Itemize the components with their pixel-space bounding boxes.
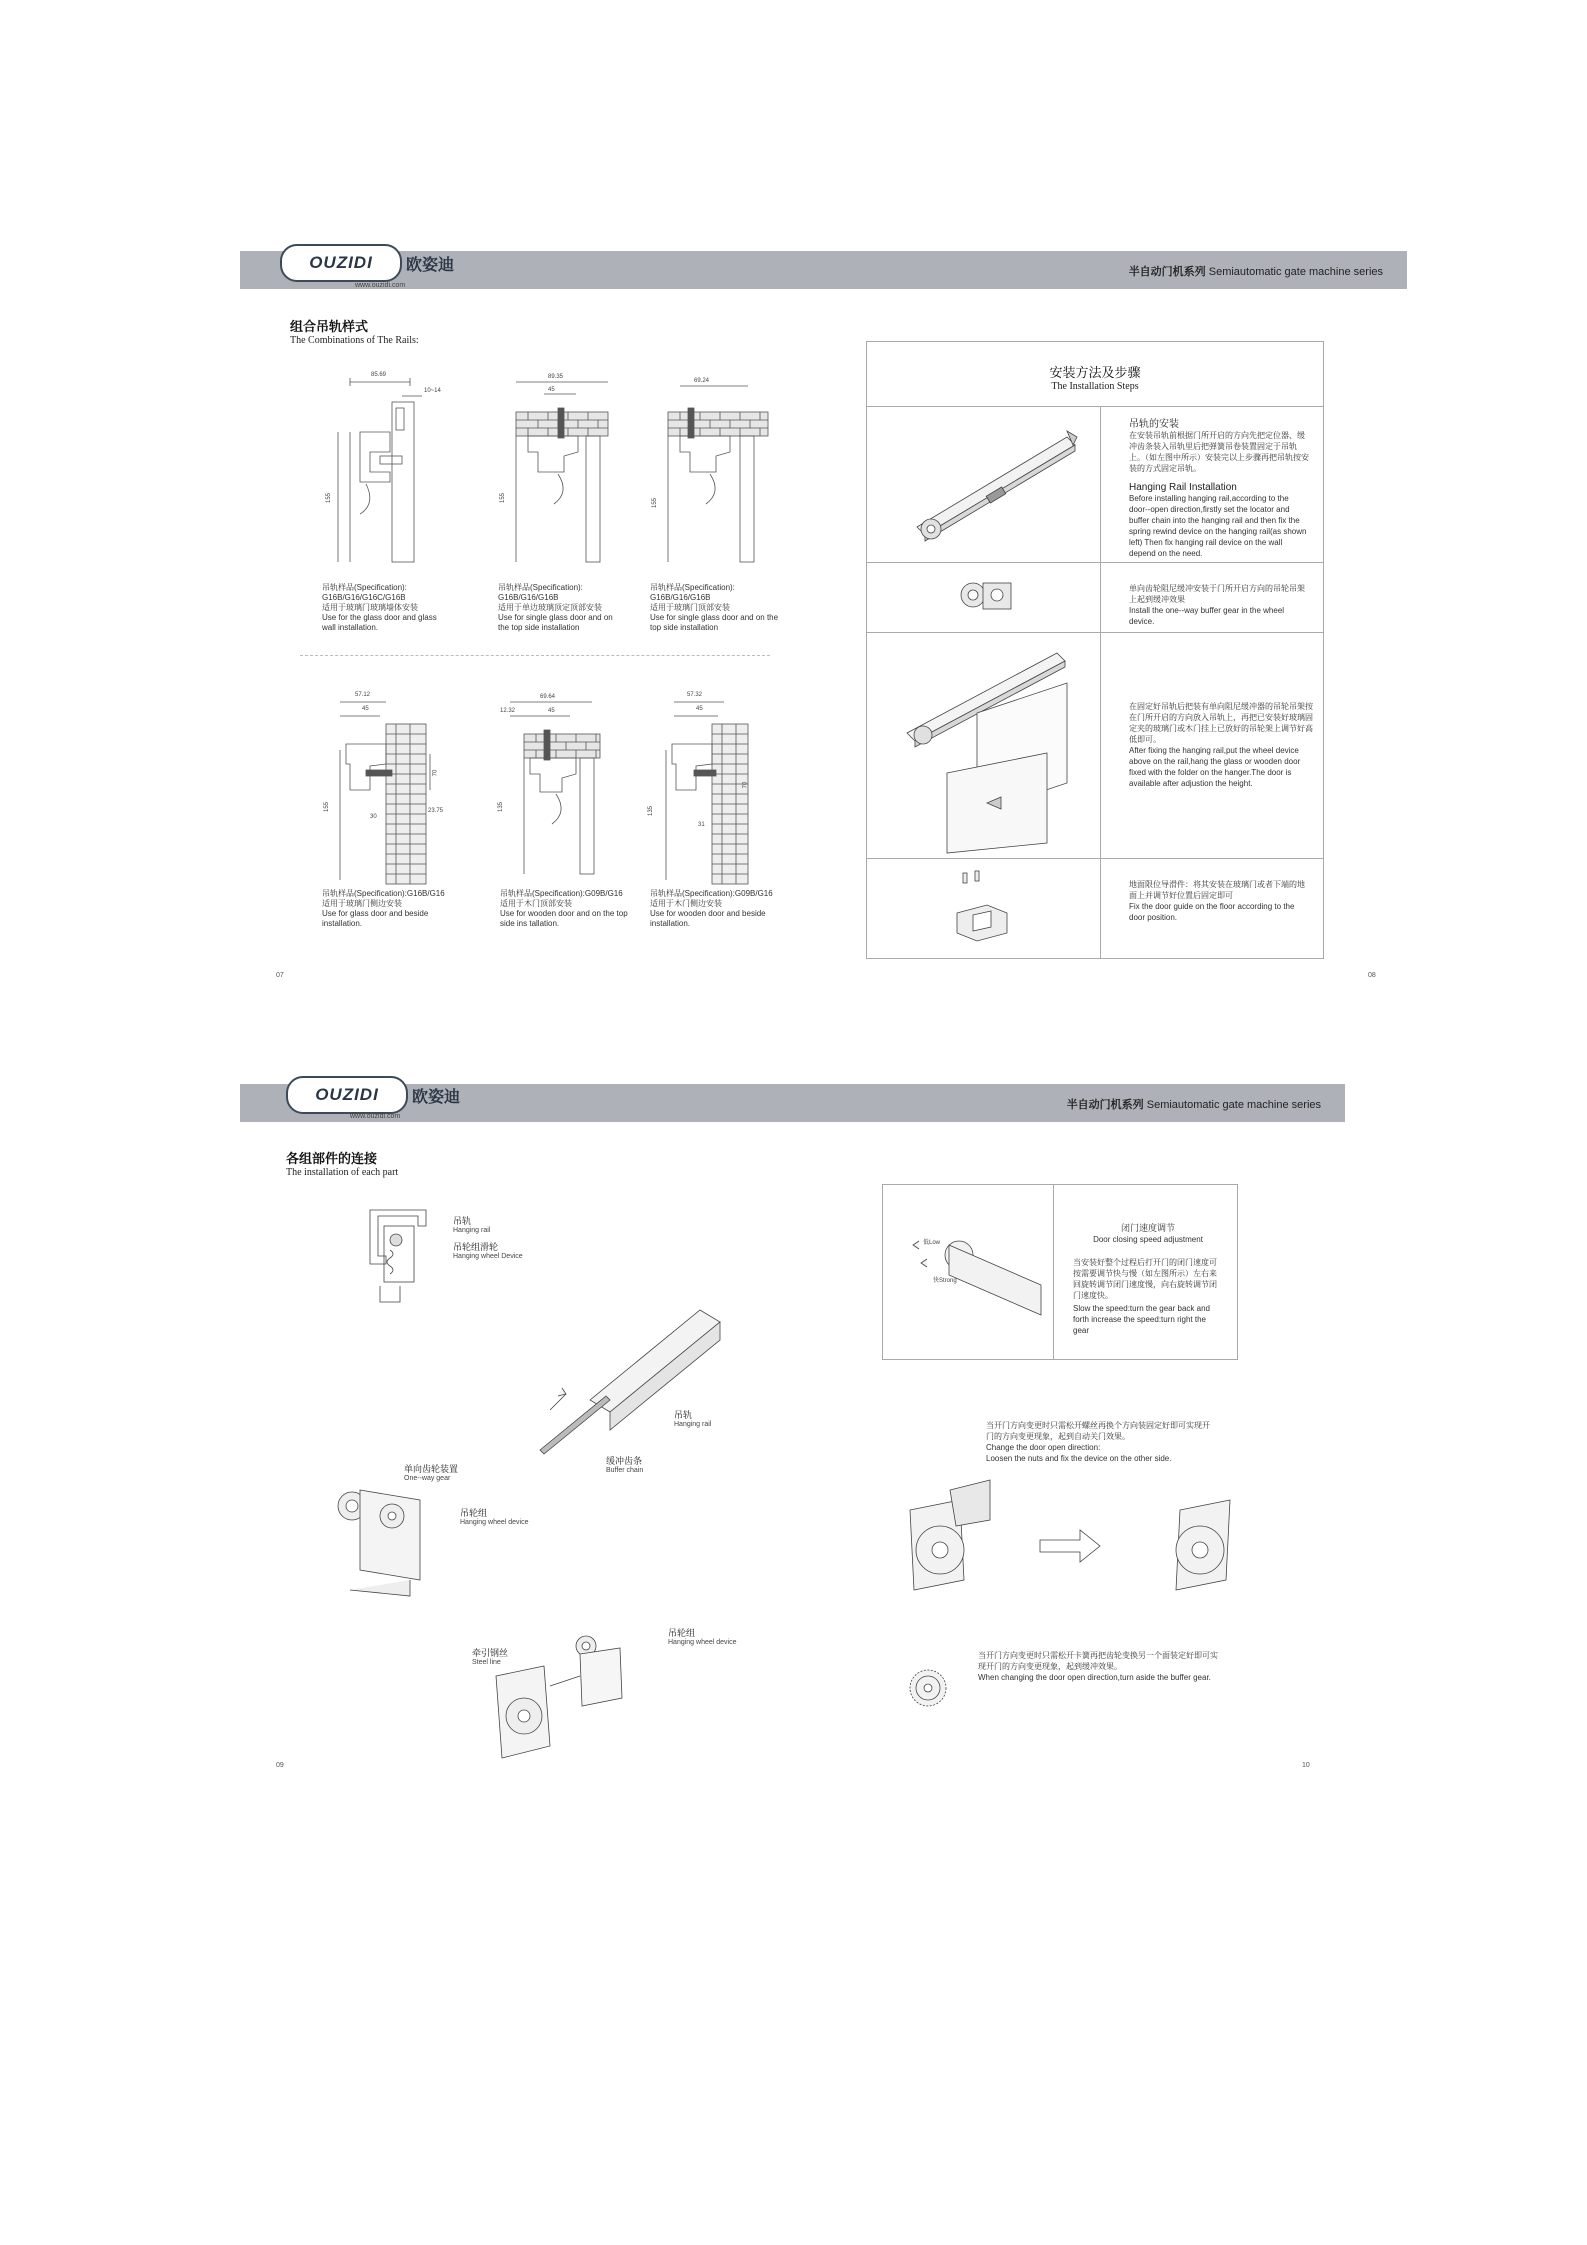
speed-adjust-panel (882, 1184, 1238, 1360)
rail-diagram-3 (660, 372, 780, 572)
installation-steps-panel (866, 341, 1324, 959)
d4-dim-a: 57.12 (355, 692, 371, 698)
d5-dim-c: 45 (548, 708, 555, 714)
speed-text: 闭门速度调节 Door closing speed adjustment 当安装好整个过程后打开门的闭门速度可按需要调节快与慢（如左图所示）左右来回旋转调节闭门速度慢，向右旋转调节闭门速度快。 Slow the speed:turn the gear back and forth increase the speed:turn right the gear (1073, 1223, 1217, 1335)
step-4-text: 地面限位导滑件：将其安装在玻璃门或者下端的地面上并调节好位置后固定即可 Fix the door guide on the floor according to the door position. (1129, 880, 1305, 922)
d4-dim-e: 30 (370, 814, 377, 820)
d2-dim-b: 45 (548, 387, 555, 393)
part-diagram-steel-line (490, 1626, 640, 1766)
rail-diagram-6 (650, 694, 770, 894)
page08-number: 08 (1368, 972, 1376, 979)
d2-dim-c: 155 (500, 492, 507, 504)
d3-dim-a: 69.24 (694, 378, 710, 384)
series-title-top: 半自动门机系列 Semiautomatic gate machine series (1128, 266, 1383, 278)
logo-oval: OUZIDI (280, 244, 402, 282)
speed-low-label: 低Low (923, 1240, 941, 1246)
rail-diagram-2 (508, 372, 628, 572)
label-buffer-chain: 缓冲齿条 Buffer chain (606, 1456, 644, 1474)
d5-dim-d: 135 (498, 801, 505, 813)
change-direction-text-2: 当开门方向变更时只需松开卡簧再把齿轮变换另一个面装定好即可实现开门的方向变更现象，起到缓冲效果。 When changing the door open direction,turn aside the buffer gear. (978, 1651, 1218, 1682)
d6-dim-a: 57.32 (687, 692, 703, 698)
label-hanging-wheel-3: 吊轮组 Hanging wheel device (668, 1628, 737, 1646)
page09-title (286, 1148, 398, 1178)
page09-title-cn: 各组部件的连接 (286, 1151, 378, 1166)
page09-title-en: The installation of each part (286, 1167, 399, 1178)
label-oneway-gear: 单向齿轮装置 One--way gear (404, 1464, 459, 1482)
buffer-gear-illustration (957, 573, 1017, 623)
step-row-4 (867, 858, 1323, 959)
brand-logo-bottom (286, 1076, 460, 1114)
label-hanging-wheel-1: 吊轮组滑轮 Hanging wheel Device (453, 1242, 523, 1260)
rail-diagram-1 (330, 372, 450, 572)
d1-dim-c: 155 (326, 492, 333, 504)
step-row-1 (867, 406, 1323, 563)
part-diagram-oneway-gear (330, 1470, 450, 1600)
d5-caption: 吊轨样品(Specification):G09B/G16 适用于木门顶部安装 Use for wooden door and on the top side ins tallation. (500, 889, 628, 928)
direction-change-illustration (900, 1470, 1240, 1590)
d2-dim-a: 89.35 (548, 374, 564, 380)
d4-dim-d: 23.75 (428, 808, 444, 814)
d6-dim-b: 45 (696, 706, 703, 712)
step-2-text: 单向齿轮阻尼缓冲安装于门所开启方向的吊轮吊架上起到缓冲效果 Install the one--way buffer gear in the wheel device. (1129, 584, 1305, 626)
d4-dim-b: 45 (362, 706, 369, 712)
speed-gear-illustration (901, 1215, 1051, 1325)
label-hanging-rail-2: 吊轨 Hanging rail (674, 1410, 712, 1428)
d1-dim-b: 10~14 (424, 388, 441, 394)
logo-oval-2: OUZIDI (286, 1076, 408, 1114)
brand-logo-top (280, 244, 454, 282)
d5-dim-a: 69.64 (540, 694, 556, 700)
logo-cn: 欧姿迪 (406, 256, 455, 274)
series-title-bottom: 半自动门机系列 Semiautomatic gate machine series (1066, 1099, 1321, 1111)
d4-dim-c: 70 (432, 769, 439, 777)
d6-caption: 吊轨样品(Specification):G09B/G16 适用于木门侧边安装 Use for wooden door and beside installation. (650, 889, 773, 928)
page09-number: 09 (276, 1762, 284, 1769)
page08-title-cn: 安装方法及步骤 (1049, 365, 1141, 380)
step-row-2 (867, 562, 1323, 633)
hanging-rail-illustration (897, 417, 1087, 557)
change-direction-text-1: 当开门方向变更时只需松开螺丝再换个方向装固定好即可实现开门的方向变更现象，起到自动关门效果。 Change the door open direction: Loosen the nuts and fix the device on the other side. (986, 1421, 1210, 1463)
d6-dim-d: 31 (698, 822, 705, 828)
d3-dim-b: 155 (652, 497, 659, 509)
d4-caption: 吊轨样品(Specification):G16B/G16 适用于玻璃门侧边安装 Use for glass door and beside installation. (322, 889, 445, 928)
buffer-gear-flip-icon (906, 1666, 950, 1710)
d3-caption: 吊轨样品(Specification): G16B/G16/G16B 适用于玻璃门顶部安装 Use for single glass door and on the top side installation (650, 583, 779, 632)
d5-dim-b: 12.32 (500, 708, 516, 714)
page07-title-cn: 组合吊轨样式 (290, 319, 369, 334)
part-diagram-rail-buffer (510, 1300, 730, 1460)
d2-caption: 吊轨样品(Specification): G16B/G16/G16B 适用于单边玻璃顶定顶部安装 Use for single glass door and on the top side installation (498, 583, 613, 632)
d6-dim-e: 135 (648, 805, 655, 817)
d1-caption: 吊轨样品(Specification): G16B/G16/G16C/G16B 适用于玻璃门玻璃墙体安装 Use for the glass door and glass wall installation. (322, 583, 437, 632)
door-hanging-illustration (887, 643, 1087, 853)
rail-diagram-4 (330, 694, 460, 894)
d4-dim-f: 155 (324, 801, 331, 813)
label-hanging-wheel-2: 吊轮组 Hanging wheel device (460, 1508, 529, 1526)
d6-dim-c: 70 (742, 781, 749, 789)
rail-diagram-5 (500, 694, 620, 894)
d1-dim-a: 85.69 (371, 372, 387, 378)
logo-cn-2: 欧姿迪 (412, 1088, 461, 1106)
page10-number: 10 (1302, 1762, 1310, 1769)
step-3-text: 在固定好吊轨后把装有单向阻尼缓冲器的吊轮吊架按在门所开启的方向放入吊轨上，再把已安装好玻璃固定夹的玻璃门或木门挂上已放好的吊轮架上调节好高低即可。 After fixing the hanging rail,put the wheel device above on the rail,hang the glass or wooden door fixed with the folder on the hanger.The door is available after adjustion the height. (1129, 702, 1313, 788)
page08-title-en: The Installation Steps (1051, 381, 1139, 392)
part-diagram-rail-wheel (360, 1206, 450, 1306)
door-guide-illustration (947, 869, 1027, 949)
brand-url-top: www.ouzidi.com (355, 282, 406, 289)
label-hanging-rail-1: 吊轨 Hanging rail (453, 1216, 491, 1234)
page07-divider (300, 655, 770, 656)
page08-title (867, 362, 1323, 392)
page07-title-en: The Combinations of The Rails: (290, 335, 419, 346)
step-row-3 (867, 632, 1323, 859)
step-1-text: 吊轨的安装 在安装吊轨前根据门所开启的方向先把定位器、缓冲齿条装入吊轨里后把弹簧吊卷装置固定于吊轨上。（如左图中所示）安装完以上步骤再把吊轨按安装的方式固定吊轨。 Hanging Rail Installation Before installing hanging rail,according to the door--open direction,firstly set the locator and buffer chain into the hanging rail and then fix the spring rewind device on the hanging rail(as shown left) Then fix hanging rail device on the wall depend on the need. (1129, 419, 1309, 558)
speed-high-label: 快Strong (933, 1278, 957, 1284)
page07-number: 07 (276, 972, 284, 979)
brand-url-bottom: www.ouzidi.com (350, 1113, 401, 1120)
label-steel-line: 牵引钢丝 Steel line (472, 1648, 509, 1666)
page07-title (290, 316, 419, 346)
